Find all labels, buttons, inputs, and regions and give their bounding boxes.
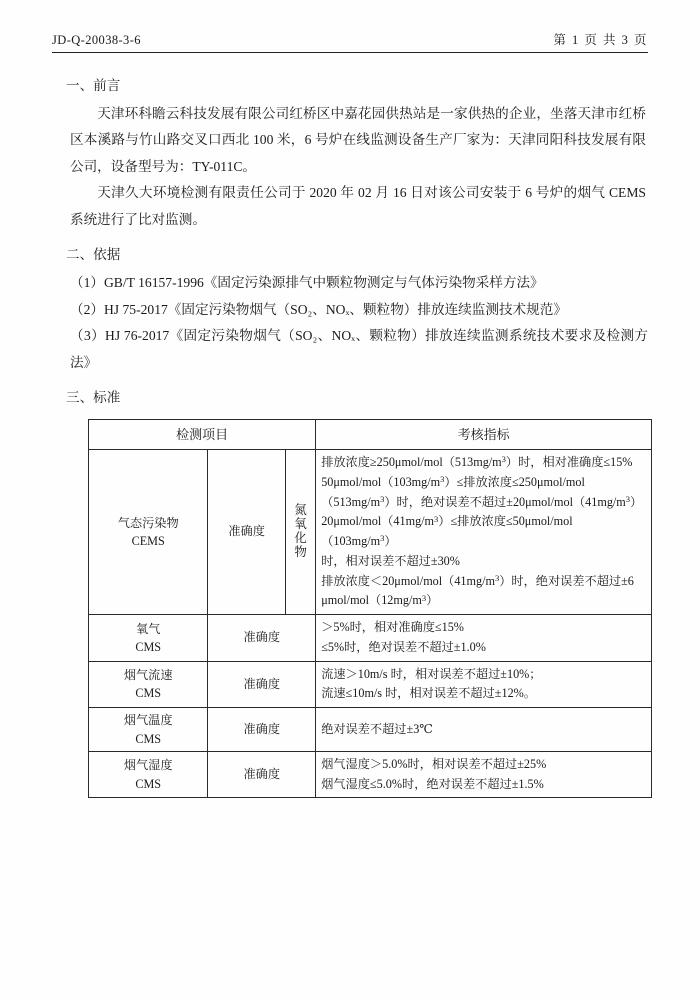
row-accuracy-oxygen: 准确度 xyxy=(208,615,316,662)
row-accuracy-temperature: 准确度 xyxy=(208,708,316,752)
row-vertical-label-nox: 氮 氧 化 物 xyxy=(285,450,315,615)
table-row xyxy=(89,661,652,708)
section-title-basis: 二、依据 xyxy=(66,247,121,263)
document-header xyxy=(52,30,648,53)
table-header-item: 检测项目 xyxy=(89,419,316,449)
table-row xyxy=(89,751,652,798)
preface-paragraph-1: 天津环科瞻云科技发展有限公司红桥区中嘉花园供热站是一家供热的企业，坐落天津市红桥区本溪路与竹山路交叉口西北 100 米，6 号炉在线监测设备生产厂家为：天津同阳科技发展有限公司，设备型号为：TY-011C。 xyxy=(70,105,646,174)
table-row xyxy=(89,450,652,615)
page-number: 第 1 页 共 3 页 xyxy=(553,33,648,47)
basis-item-3: （3）HJ 76-2017《固定污染物烟气（SO₂、NOₓ、颗粒物）排放连续监测系统技术要求及检测方法》 xyxy=(70,328,648,370)
row-name-humidity: 烟气湿度 CMS xyxy=(89,751,208,798)
row-accuracy-humidity: 准确度 xyxy=(208,751,316,798)
table-header-row xyxy=(89,419,652,449)
spacer xyxy=(52,233,648,242)
row-criteria-temperature: 绝对误差不超过±3℃ xyxy=(316,708,652,752)
row-criteria-gaseous: 排放浓度$\ge 250\mu mol/mol(513mg/m^3)$时，相对准确度≤15% $50\mu mol/mol(103mg/m^3)\le$排放浓度≤250μmol/mol $(513mg/m^3)$时，绝对误差不超过$\pm 20\mu mol/mol(41mg/m^3)$ $20\mu mol/mol(41mg/m^3)\le$排放浓度$\le 50\mu mol/mol(103mg/m^3)$ 时，相对误差不超过±30% 排放浓度$<20\mu mol/mol(41mg/m^3)$时，绝对误差不超过±6 μmol/$mol(12mg/m^3)$ xyxy=(316,450,652,615)
row-name-oxygen: 氧气 CMS xyxy=(89,615,208,662)
row-name-temperature: 烟气温度 CMS xyxy=(89,708,208,752)
row-criteria-velocity: 流速＞10m/s 时，相对误差不超过±10%； 流速≤10m/s 时，相对误差不超过±12%。 xyxy=(316,661,652,708)
basis-item-2: （2）HJ 75-2017《固定污染物烟气（SO₂、NOₓ、颗粒物）排放连续监测技术规范》 xyxy=(70,301,567,317)
table-body xyxy=(89,450,652,798)
basis-item-1: （1）GB/T 16157-1996《固定污染源排气中颗粒物测定与气体污染物采样方法》 xyxy=(70,275,544,291)
section-title-preface: 一、前言 xyxy=(66,78,121,93)
row-criteria-oxygen: ＞5%时，相对准确度≤15% ≤5%时，绝对误差不超过±1.0% xyxy=(316,615,652,662)
section-title-standard: 三、标准 xyxy=(66,390,121,406)
row-accuracy-gaseous: 准确度 xyxy=(208,450,286,615)
spacer xyxy=(52,376,648,385)
standard-table-wrapper xyxy=(52,419,648,798)
row-name-velocity: 烟气流速 CMS xyxy=(89,661,208,708)
row-accuracy-velocity: 准确度 xyxy=(208,661,316,708)
standard-table xyxy=(88,419,652,798)
document-body xyxy=(52,73,648,798)
table-row xyxy=(89,708,652,752)
document-code: JD-Q-20038-3-6 xyxy=(52,33,141,47)
preface-paragraph-2: 天津久大环境检测有限责任公司于 2020 年 02 月 16 日对该公司安装于 6 号炉的烟气 CEMS 系统进行了比对监测。 xyxy=(70,185,646,227)
table-header-criteria: 考核指标 xyxy=(316,419,652,449)
row-name-gaseous: 气态污染物 CEMS xyxy=(89,450,208,615)
row-criteria-humidity: 烟气湿度＞5.0%时，相对误差不超过±25% 烟气湿度≤5.0%时，绝对误差不超过±1.5% xyxy=(316,751,652,798)
table-row xyxy=(89,615,652,662)
